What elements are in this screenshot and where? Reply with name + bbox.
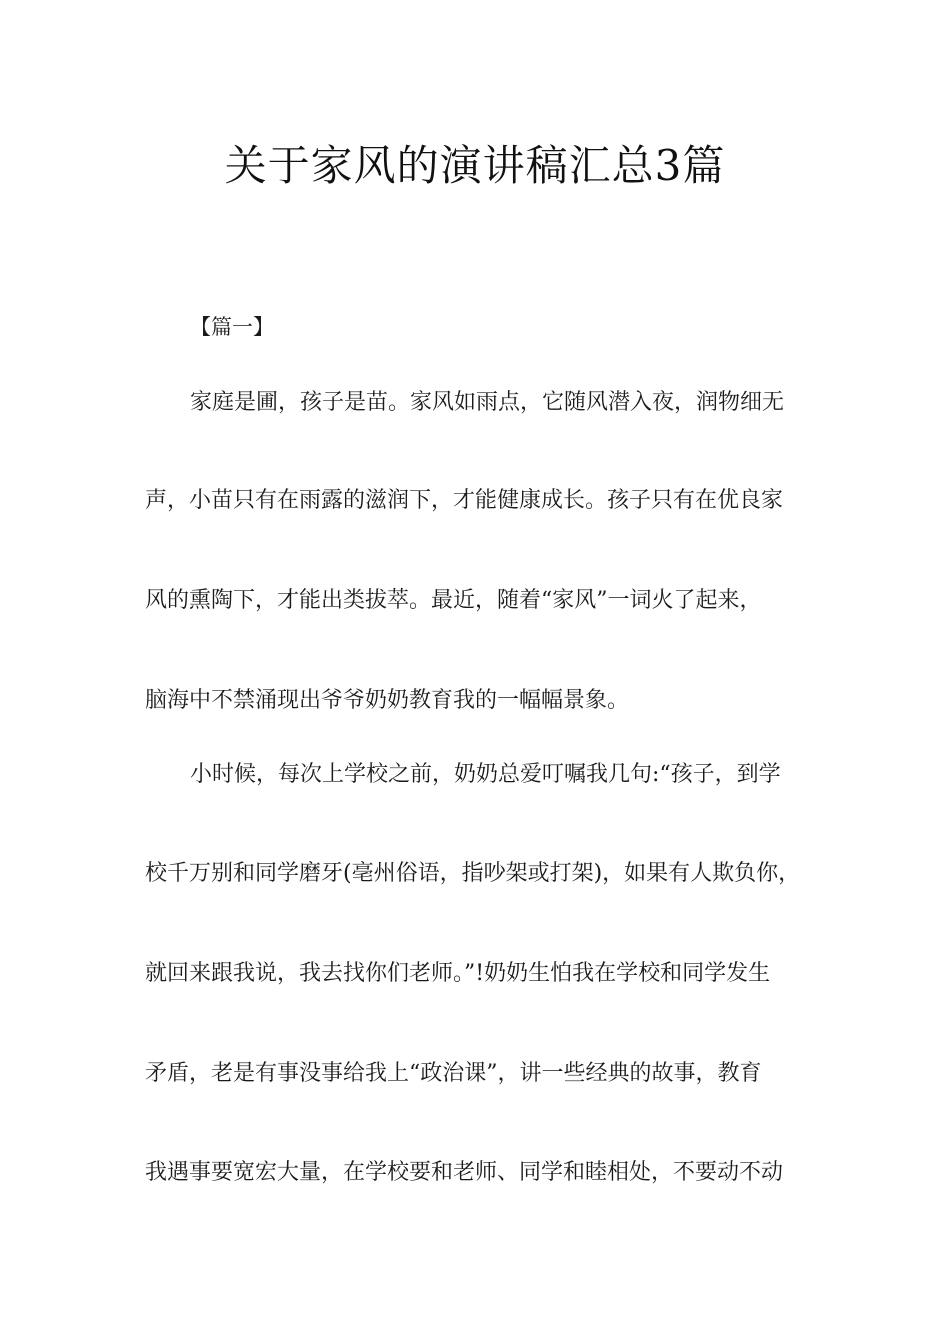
paragraph-line: 声，小苗只有在雨露的滋润下，才能健康成长。孩子只有在优良家: [145, 488, 784, 513]
paragraph-line: 脑海中不禁涌现出爷爷奶奶教育我的一幅幅景象。: [145, 688, 630, 713]
paragraph-line: 我遇事要宽宏大量，在学校要和老师、同学和睦相处，不要动不动: [145, 1160, 784, 1185]
paragraph-line: 校千万别和同学磨牙(亳州俗语，指吵架或打架)，如果有人欺负你，: [145, 861, 801, 886]
section-heading: 【篇一】: [190, 315, 274, 339]
document-title: 关于家风的演讲稿汇总3篇: [224, 141, 726, 190]
paragraph-line: 就回来跟我说，我去找你们老师。”!奶奶生怕我在学校和同学发生: [145, 961, 771, 986]
paragraph-line: 家庭是圃，孩子是苗。家风如雨点，它随风潜入夜，润物细无: [190, 390, 785, 415]
paragraph-line: 风的熏陶下，才能出类拔萃。最近，随着“家风”一词火了起来，: [145, 588, 762, 613]
paragraph-line: 小时候，每次上学校之前，奶奶总爱叮嘱我几句:“孩子，到学: [190, 762, 781, 787]
paragraph-line: 矛盾，老是有事没事给我上“政治课”，讲一些经典的故事，教育: [145, 1061, 762, 1086]
